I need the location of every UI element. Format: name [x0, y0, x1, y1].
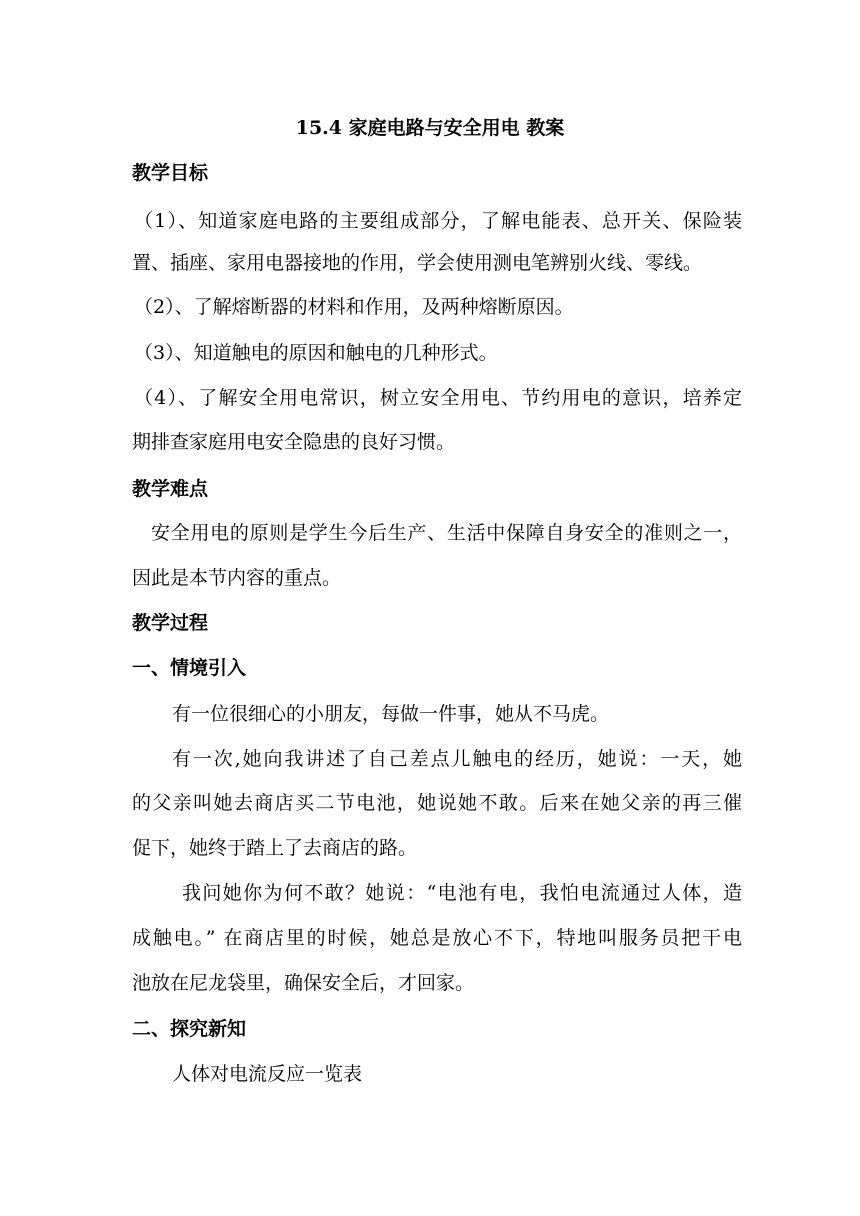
table-caption-body-current-reaction: 人体对电流反应一览表 [172, 1063, 363, 1085]
intro-paragraph-2-line-2: 的父亲叫她去商店买二节电池，她说她不敢。后来在她父亲的再三催 [132, 792, 742, 814]
goal-4-line-1: （4）、了解安全用电常识，树立安全用电、节约用电的意识，培养定 [134, 387, 742, 409]
intro-paragraph-2-line-3: 促下，她终于踏上了去商店的路。 [132, 837, 418, 859]
intro-paragraph-3-line-2: 成触电。” 在商店里的时候，她总是放心不下，特地叫服务员把干电 [132, 927, 742, 949]
intro-paragraph-1: 有一位很细心的小朋友，每做一件事，她从不马虎。 [172, 703, 610, 725]
intro-paragraph-3-line-1: 我问她你为何不敢？她说：“电池有电，我怕电流通过人体，造 [182, 882, 742, 904]
goal-1-line-1: （1）、知道家庭电路的主要组成部分，了解电能表、总开关、保险装 [134, 210, 742, 232]
document-title: 15.4 家庭电路与安全用电 教案 [295, 117, 565, 139]
goal-3: （3）、知道触电的原因和触电的几种形式。 [134, 342, 498, 364]
goal-2: （2）、了解熔断器的材料和作用，及两种熔断原因。 [134, 296, 574, 318]
goal-1-line-2: 置、插座、家用电器接地的作用，学会使用测电笔辨别火线、零线。 [132, 252, 703, 274]
difficulty-line-1: 安全用电的原则是学生今后生产、生活中保障自身安全的准则之一， [151, 522, 742, 544]
goal-4-line-2: 期排查家庭用电安全隐患的良好习惯。 [132, 431, 456, 453]
heading-teaching-difficulty: 教学难点 [132, 478, 209, 500]
difficulty-line-2: 因此是本节内容的重点。 [132, 567, 342, 589]
intro-paragraph-3-line-3: 池放在尼龙袋里，确保安全后，才回家。 [132, 972, 475, 994]
heading-teaching-goals: 教学目标 [132, 162, 209, 184]
heading-explore-new-knowledge: 二、探究新知 [132, 1018, 247, 1040]
heading-teaching-process: 教学过程 [132, 612, 209, 634]
heading-scenario-intro: 一、情境引入 [132, 657, 247, 679]
intro-paragraph-2-line-1: 有一次,她向我讲述了自己差点儿触电的经历，她说：一天，她 [172, 748, 742, 770]
